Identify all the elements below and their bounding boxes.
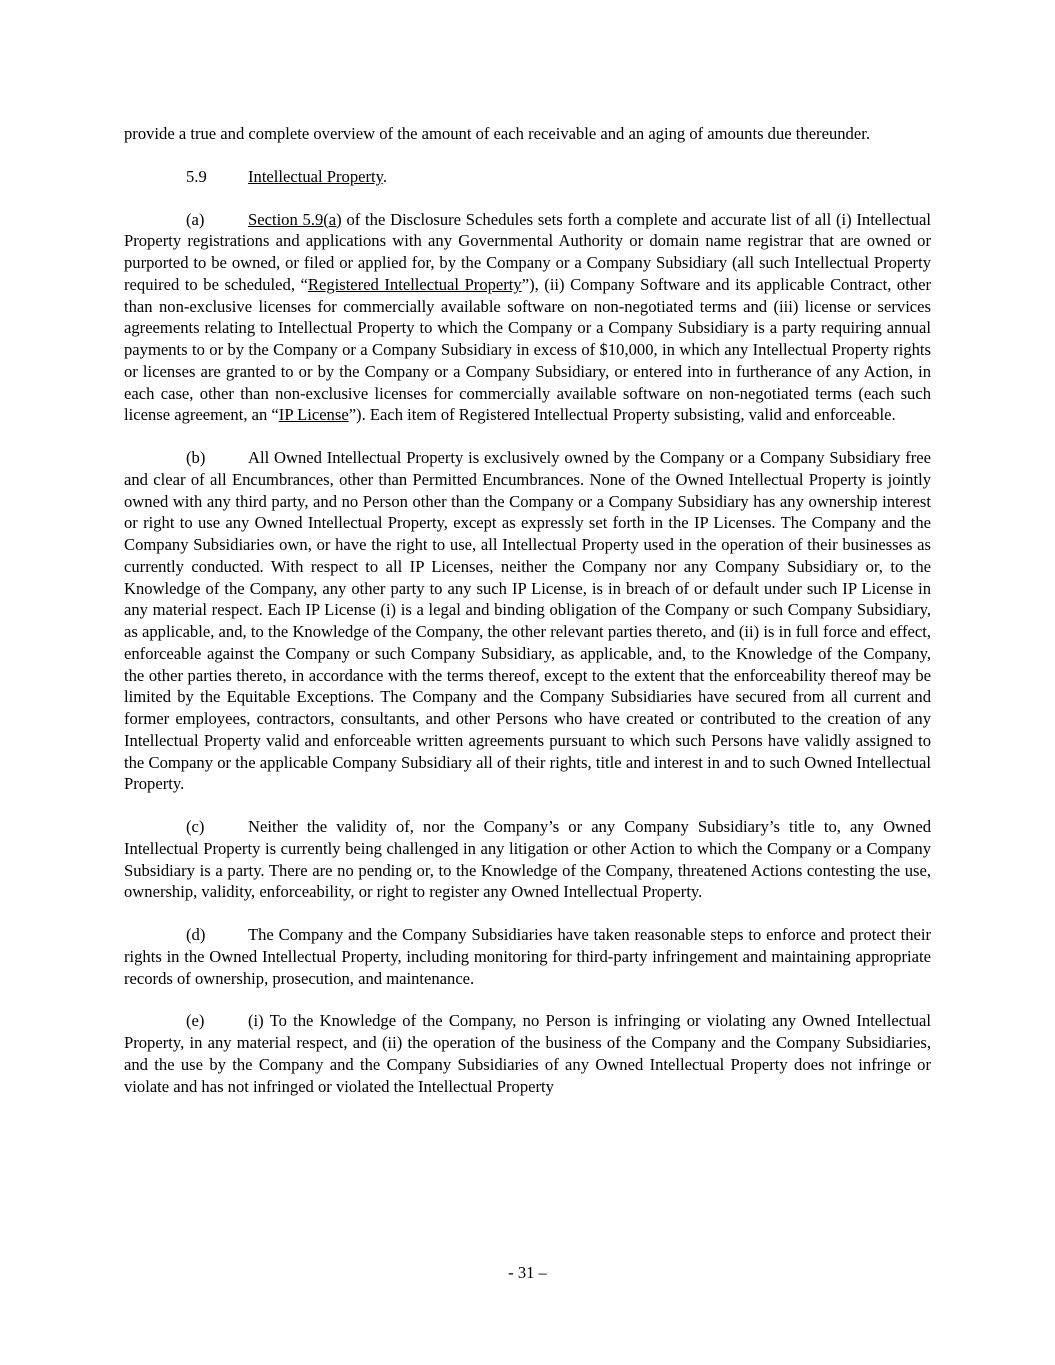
- section-heading: [124, 166, 931, 188]
- paragraph-b: [124, 447, 931, 795]
- section-title-suffix: .: [382, 166, 388, 186]
- paragraph-d: [124, 924, 931, 989]
- paragraph-c-text: Neither the validity of, nor the Company’s or any Company Subsidiary’s title to, any Owned Intellectual Property is currently being challenged in any litigation or other Action to which the Company or a Company Subsidiary is a party. There are no pending or, to the Knowledge of the Company, threatened Actions contesting the use, ownership, validity, enforceability, or right to register any Owned Intellectual Property.: [124, 817, 931, 902]
- section-number: 5.9: [186, 166, 207, 186]
- paragraph-a-text-3: ”). Each item of Registered Intellectual Property subsisting, valid and enforceable.: [348, 405, 896, 425]
- paragraph-d-text: The Company and the Company Subsidiaries have taken reasonable steps to enforce and protect their rights in the Owned Intellectual Property, including monitoring for third-party infringement and maintaining appropriate records of ownership, prosecution, and maintenance.: [124, 925, 931, 988]
- paragraph-e-label: (e): [186, 1011, 205, 1031]
- section-title: Intellectual Property: [248, 166, 383, 186]
- paragraph-b-text: All Owned Intellectual Property is exclusively owned by the Company or a Company Subsidiary free and clear of all Encumbrances, other than Permitted Encumbrances. None of the Owned Intellectual Property is jointly owned with any third party, and no Person other than the Company or a Company Subsidiary has any ownership interest or right to use any Owned Intellectual Property, except as expressly set forth in the IP Licenses. The Company and the Company Subsidiaries own, or have the right to use, all Intellectual Property used in the operation of their businesses as currently conducted. With respect to all IP Licenses, neither the Company nor any Company Subsidiary or, to the Knowledge of the Company, any other party to any such IP License, is in breach of or default under such IP License in any material respect. Each IP License (i) is a legal and binding obligation of the Company or such Company Subsidiary, as applicable, and, to the Knowledge of the Company, the other relevant parties thereto, and (ii) is in full force and effect, enforceable against the Company or such Company Subsidiary, as applicable, and, to the Knowledge of the Company, the other parties thereto, in accordance with the terms thereof, except to the extent that the enforceability thereof may be limited by the Equitable Exceptions. The Company and the Company Subsidiaries have secured from all current and former employees, contractors, consultants, and other Persons who have created or contributed to the creation of any Intellectual Property valid and enforceable written agreements pursuant to which such Persons have validly assigned to the Company or the applicable Company Subsidiary all of their rights, title and interest in and to such Owned Intellectual Property.: [124, 448, 931, 794]
- paragraph-d-label: (d): [186, 925, 206, 944]
- paragraph-e: [124, 1010, 931, 1097]
- paragraph-a-label: (a): [186, 209, 205, 229]
- paragraph-c: [124, 816, 931, 903]
- continuation-paragraph: provide a true and complete overview of the amount of each receivable and an aging of amounts due thereunder.: [124, 124, 870, 143]
- paragraph-a: [124, 209, 931, 427]
- defined-term-ip-license: IP License: [278, 405, 349, 425]
- paragraph-a-text-2: ”), (ii) Company Software and its applicable Contract, other than non-exclusive licenses for commercially available software on non-negotiated terms and (iii) license or services agreements relating to Intellectual Property to which the Company or a Company Subsidiary is a party requiring annual payments to or by the Company or a Company Subsidiary in excess of $10,000, in which any Intellectual Property rights or licenses are granted to or by the Company or a Company Subsidiary, or entered into in furtherance of any Action, in each case, other than non-exclusive licenses for commercially available software on non-negotiated terms (each such license agreement, an “: [124, 274, 931, 425]
- document-page: [124, 123, 931, 1097]
- paragraph-a-text-1: of the Disclosure Schedules sets forth a complete and accurate list of all (i) Intellectual Property registrations and applications with any Governmental Authority or domain name registrar that are owned or purported to be owned, or filed or applied for, by the Company or a Company Subsidiary (all such Intellectual Property required to be scheduled, “: [124, 209, 931, 294]
- defined-term-registered-ip: Registered Intellectual Property: [307, 274, 522, 294]
- paragraph-b-label: (b): [186, 448, 206, 467]
- paragraph-c-label: (c): [186, 817, 205, 836]
- section-reference: Section 5.9(a): [248, 209, 342, 229]
- page-number: - 31 –: [508, 1263, 547, 1282]
- paragraph-e-text: (i) To the Knowledge of the Company, no Person is infringing or violating any Owned Intellectual Property, in any material respect, and (ii) the operation of the business of the Company and the Company Subsidiaries, and the use by the Company and the Company Subsidiaries of any Owned Intellectual Property does not infringe or violate and has not infringed or violated the Intellectual Property: [124, 1011, 931, 1096]
